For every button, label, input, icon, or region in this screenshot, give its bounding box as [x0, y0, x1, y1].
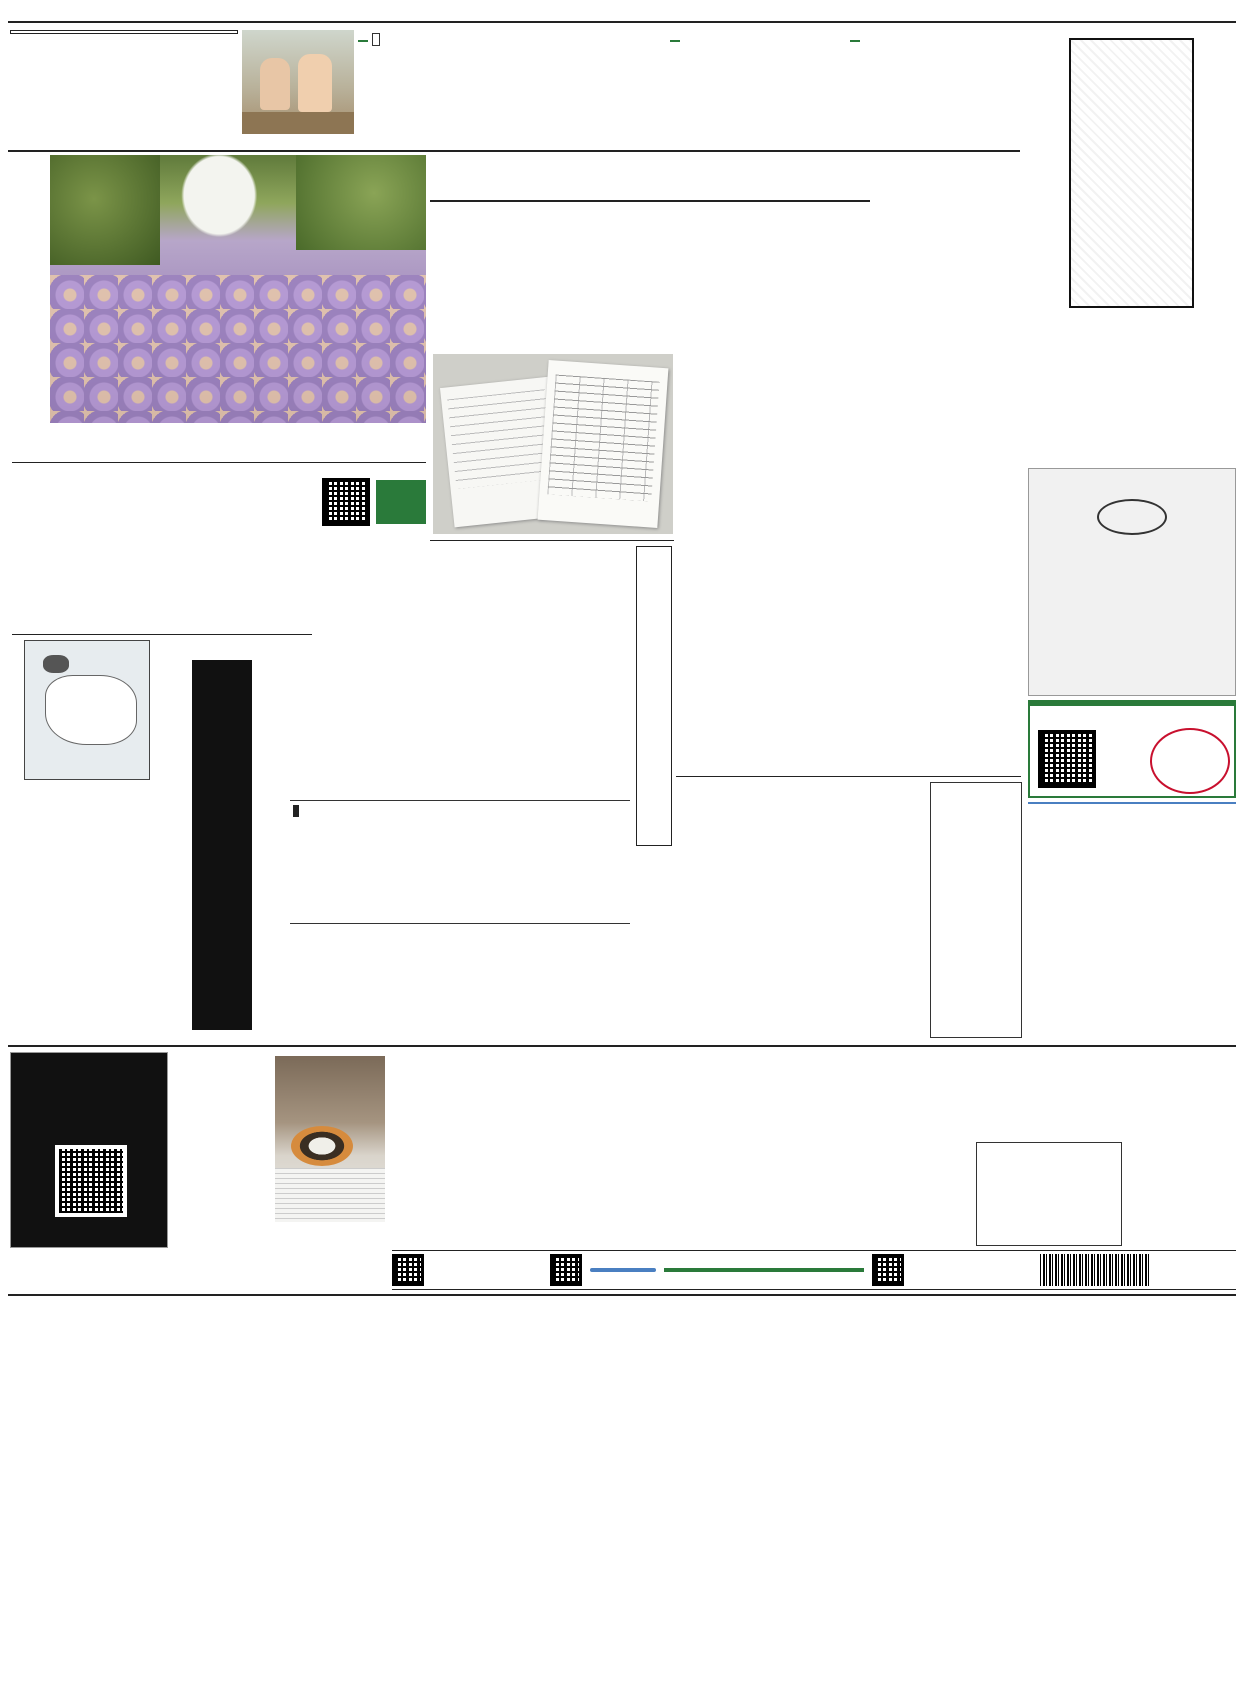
divider — [430, 540, 674, 541]
teaser-body — [850, 53, 1020, 104]
iran-subhead — [146, 772, 190, 1032]
marathon-article — [12, 468, 312, 630]
harass-doc-photo — [433, 354, 673, 534]
teaser-body — [358, 51, 532, 102]
kotobae — [175, 1052, 385, 1248]
divider — [12, 634, 312, 635]
harass-lead — [875, 205, 957, 350]
iran-body — [12, 790, 142, 1035]
qr-code[interactable] — [55, 1145, 127, 1217]
politics-body-2 — [290, 750, 630, 795]
divider — [8, 1045, 1236, 1047]
app-link[interactable] — [590, 1268, 656, 1272]
harass-side-headline — [962, 205, 1022, 785]
teaser-world[interactable] — [850, 32, 1020, 142]
teaser-sub — [372, 33, 380, 46]
harass-body-3 — [676, 782, 926, 1038]
index-box — [10, 26, 238, 146]
qr-code[interactable] — [392, 1254, 424, 1286]
politics-body-3 — [290, 928, 630, 1040]
politics-body-4 — [634, 852, 676, 1042]
iran-headline — [192, 660, 252, 1030]
uv-info — [976, 1052, 1122, 1138]
tag-local — [358, 40, 368, 42]
divider — [430, 200, 870, 202]
divider — [12, 462, 426, 463]
teaser-body — [670, 53, 845, 104]
harass-body-2 — [676, 540, 956, 770]
tag-domestic — [670, 40, 680, 42]
qr-code[interactable] — [322, 478, 370, 526]
paper-title — [1069, 38, 1194, 308]
purchase-info[interactable] — [976, 1142, 1122, 1246]
masthead-strip — [8, 3, 1236, 21]
politics-explain-box — [290, 800, 630, 924]
digital-ad[interactable] — [1028, 700, 1236, 798]
weather — [1028, 802, 1236, 1042]
date-center — [538, 32, 666, 142]
dfc-logo — [1097, 499, 1167, 535]
nameplate — [1026, 30, 1236, 460]
harass-explain-box — [930, 782, 1022, 1038]
divider — [8, 1294, 1236, 1296]
bottom-index-bar — [392, 1250, 1236, 1290]
kotobae-photo — [275, 1056, 385, 1222]
tag-world — [850, 40, 860, 42]
barcode — [1040, 1254, 1150, 1286]
qr-code[interactable] — [550, 1254, 582, 1286]
teaser-local[interactable] — [358, 32, 532, 142]
sumo-photo — [242, 30, 354, 134]
iran-map — [24, 640, 150, 780]
divider — [8, 21, 1236, 23]
lower-body — [392, 1050, 862, 1245]
magnet-ad[interactable] — [10, 1052, 168, 1248]
politics-body — [318, 546, 542, 746]
digital-title — [1030, 702, 1234, 706]
marathon-photo — [50, 155, 426, 423]
politics-kicker — [636, 546, 672, 846]
harass-body — [676, 410, 866, 535]
qr-code[interactable] — [872, 1254, 904, 1286]
editorial-box[interactable] — [10, 30, 238, 34]
iran-body-2 — [256, 808, 288, 1033]
photo-caption — [12, 180, 48, 470]
teaser-domestic[interactable] — [670, 32, 845, 142]
divider — [676, 776, 1021, 777]
qr-code[interactable] — [1038, 730, 1096, 788]
digital-link[interactable] — [664, 1268, 864, 1272]
digital-bubble — [1150, 728, 1230, 794]
explain-title — [293, 805, 299, 817]
divider — [8, 150, 1020, 152]
shamen-column — [866, 1050, 972, 1245]
dfc-ad[interactable] — [1028, 468, 1236, 696]
video-button[interactable] — [376, 480, 426, 524]
